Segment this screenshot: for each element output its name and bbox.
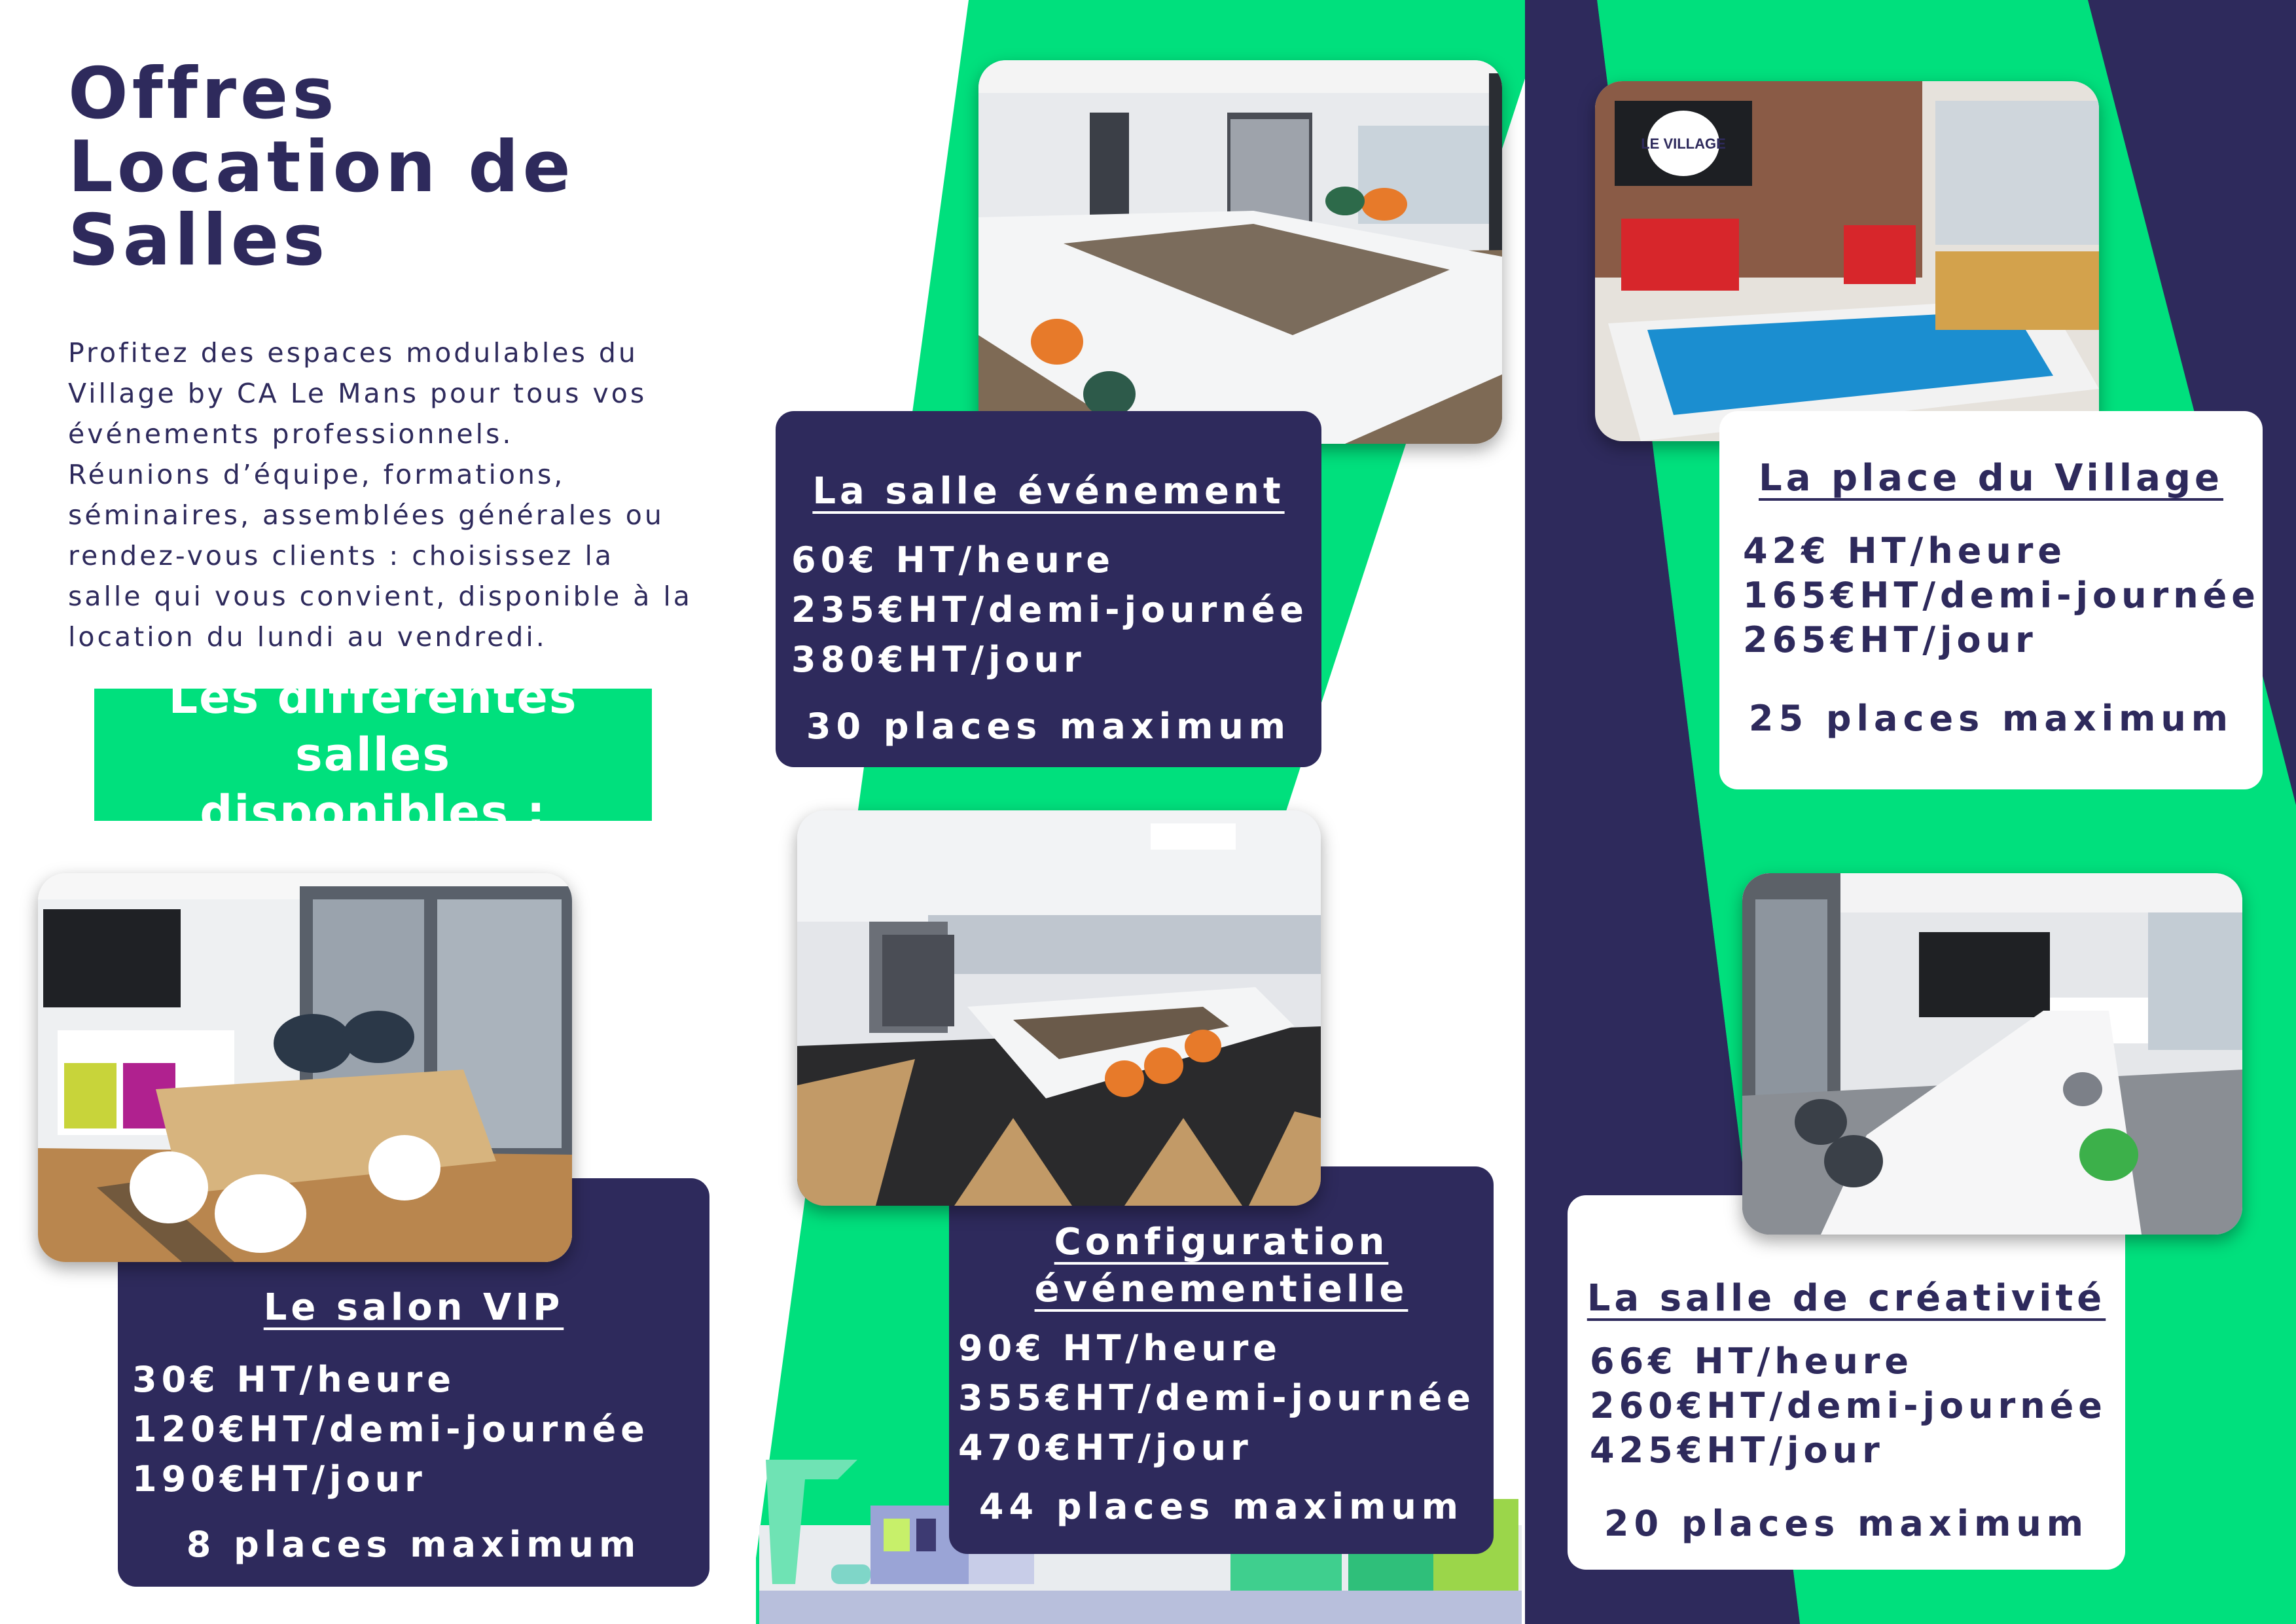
price-list: [132, 1355, 649, 1504]
rooms-heading: [94, 670, 652, 839]
photo-salle-creativite: [1742, 873, 2242, 1235]
intro-line: salle qui vous convient, disponible à la: [68, 581, 692, 612]
intro-line: événements professionnels.: [68, 418, 514, 450]
title-line-3: Salles: [68, 200, 329, 281]
salon-vip-image: [38, 873, 572, 1262]
room-name-line-1: Configuration: [1054, 1221, 1389, 1263]
capacity: 30 places maximum: [806, 706, 1291, 747]
price-half-day: 355€HT/demi-journée: [958, 1377, 1475, 1418]
salle-creativite-image: [1742, 873, 2242, 1235]
rooms-heading-line-2: disponibles :: [200, 785, 547, 839]
room-name-line-2: événementielle: [1034, 1268, 1408, 1310]
intro-line: location du lundi au vendredi.: [68, 621, 547, 653]
intro-line: Village by CA Le Mans pour tous vos: [68, 378, 647, 409]
capacity: 20 places maximum: [1604, 1503, 2089, 1544]
intro-line: Réunions d’équipe, formations,: [68, 459, 565, 490]
price-hour: 90€ HT/heure: [958, 1327, 1282, 1369]
intro-line: rendez-vous clients : choisissez la: [68, 540, 614, 571]
price-hour: 66€ HT/heure: [1590, 1341, 1914, 1382]
title-line-2: Location de: [68, 126, 575, 208]
price-half-day: 120€HT/demi-journée: [132, 1409, 649, 1450]
price-list: [958, 1324, 1475, 1473]
intro-line: Profitez des espaces modulables du: [68, 337, 638, 369]
price-day: 265€HT/jour: [1743, 619, 2037, 660]
intro-line: séminaires, assemblées générales ou: [68, 499, 664, 531]
price-hour: 30€ HT/heure: [132, 1359, 456, 1400]
card-salle-creativite: [1568, 1195, 2125, 1570]
card-salle-evenement: [776, 411, 1321, 767]
price-day: 425€HT/jour: [1590, 1430, 1884, 1471]
salle-evenement-image: [978, 60, 1502, 444]
capacity: 44 places maximum: [978, 1486, 1464, 1527]
title-line-1: Offres: [68, 53, 338, 135]
price-half-day: 165€HT/demi-journée: [1743, 575, 2260, 616]
price-half-day: 235€HT/demi-journée: [791, 589, 1308, 630]
capacity: 8 places maximum: [186, 1524, 641, 1565]
room-name: La salle de créativité: [1587, 1277, 2106, 1320]
price-list: [1590, 1339, 2107, 1473]
price-list: [791, 535, 1308, 685]
price-hour: 60€ HT/heure: [791, 539, 1115, 581]
room-name: La place du Village: [1759, 457, 2223, 499]
card-configuration-evenementielle: [949, 1166, 1494, 1554]
price-day: 190€HT/jour: [132, 1458, 427, 1500]
price-half-day: 260€HT/demi-journée: [1590, 1385, 2107, 1426]
intro-paragraph: [68, 333, 736, 657]
price-list: [1743, 529, 2260, 662]
place-du-village-image: [1595, 81, 2099, 441]
configuration-evenementielle-image: [797, 810, 1321, 1206]
photo-place-du-village: [1595, 81, 2099, 441]
rooms-heading-line-1: Les différentes salles: [168, 670, 578, 782]
room-name: [949, 1219, 1494, 1313]
price-day: 470€HT/jour: [958, 1427, 1253, 1468]
photo-salon-vip: [38, 873, 572, 1262]
page-title: [68, 53, 575, 281]
card-place-du-village: [1719, 411, 2263, 789]
room-name: La salle événement: [812, 470, 1285, 513]
capacity: 25 places maximum: [1748, 698, 2234, 739]
photo-configuration-evenementielle: [797, 810, 1321, 1206]
room-name: Le salon VIP: [263, 1286, 564, 1329]
village-logo-text: LE VILLAGE: [1641, 135, 1726, 152]
price-hour: 42€ HT/heure: [1743, 530, 2067, 571]
price-day: 380€HT/jour: [791, 639, 1086, 680]
photo-salle-evenement: [978, 60, 1502, 444]
